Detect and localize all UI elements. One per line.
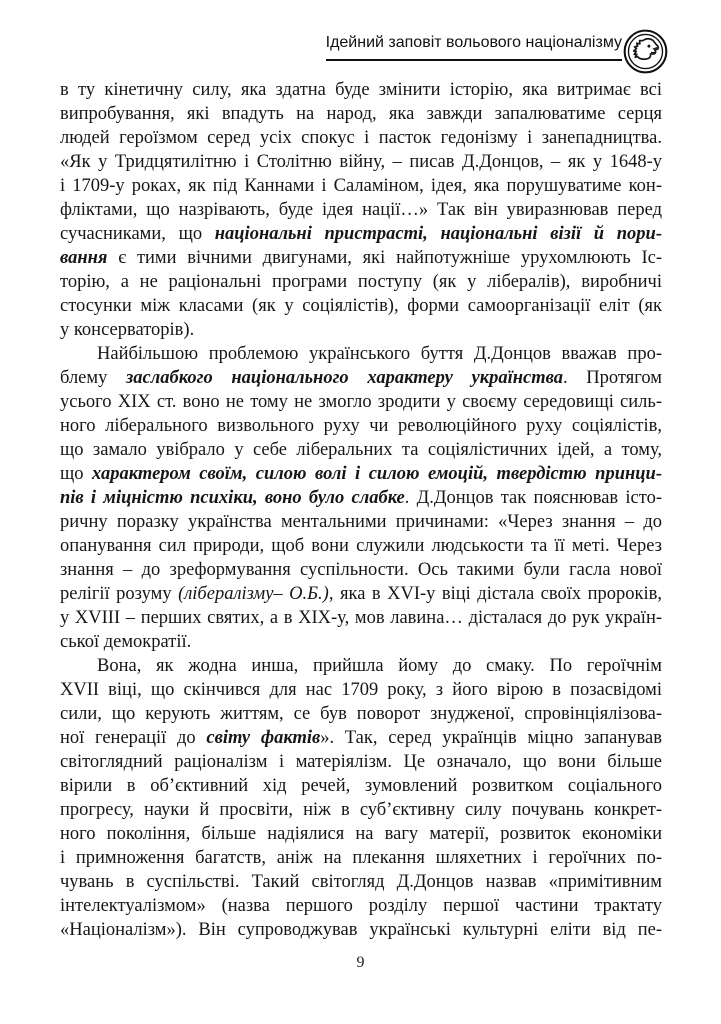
lion-head-seal-icon [622, 28, 669, 75]
text-run: ричну поразку українства ментальними причинами: «Через знання – до [60, 512, 662, 532]
text-run: . Протягом [562, 368, 662, 388]
text-line [60, 102, 662, 126]
text-run: ної генерації до [60, 728, 207, 748]
text-line [60, 654, 662, 678]
text-run: випробування, які впадуть на народ, яка завжди запалюватиме серця [60, 104, 662, 124]
text-line [60, 510, 662, 534]
text-line [60, 78, 662, 102]
text-run: ської демократії. [60, 632, 192, 652]
paragraph [60, 654, 662, 942]
text-run: торію, а не раціональні програми поступу (як у лібералів), виробничі [60, 272, 662, 292]
text-run: є тими вічними двигунами, які найпотужніше урухомлюють Іс- [107, 248, 662, 268]
text-line [60, 894, 662, 918]
text-run: національні пристрасті, національні візії й пори- [214, 224, 662, 244]
text-line [60, 846, 662, 870]
text-run: «Як у Тридцятилітню і Столітню війну, – писав Д.Донцов, – як у 1648-у [60, 152, 662, 172]
text-line [60, 414, 662, 438]
text-line [60, 558, 662, 582]
paragraph [60, 342, 662, 654]
text-line [60, 582, 662, 606]
text-run: Найбільшою проблемою українського буття Д.Донцов вважав про- [97, 344, 662, 364]
text-run: сили, що керують життям, се був поворот знудженої, спровінціялізова- [60, 704, 662, 724]
paragraph [60, 78, 662, 342]
text-run: що замало увібрало у себе ліберальних та соціялістичних ідей, а тому, [60, 440, 662, 460]
text-line [60, 534, 662, 558]
text-line [60, 270, 662, 294]
text-line [60, 630, 662, 654]
text-line [60, 366, 662, 390]
text-run: «Націоналізм»). Він супроводжував українські культурні еліти від пе- [60, 920, 662, 940]
text-run: Вона, як жодна инша, прийшла йому до смаку. По героїчнім [97, 656, 662, 676]
text-run: світоглядний раціоналізм і матеріялізм. Це означало, що вони більше [60, 752, 662, 772]
text-run: і примноження багатств, аніж на плекання шляхетних і героїчних по- [60, 848, 662, 868]
text-line [60, 822, 662, 846]
text-run: вання [60, 248, 108, 268]
text-line [60, 678, 662, 702]
text-run: XVII віці, що скінчився для нас 1709 року, з його вірою в позасвідомі [60, 680, 662, 700]
text-run: вірили в об’єктивний хід речей, зумовлений розвитком соціального [60, 776, 662, 796]
text-line [60, 198, 662, 222]
text-run: що [60, 464, 93, 484]
text-line [60, 294, 662, 318]
text-run: пів і міцністю психіки, воно було слабке [60, 488, 405, 508]
text-run: знання – до зреформування суспільности. Ось такими були гасла нової [60, 560, 662, 580]
text-line [60, 606, 662, 630]
text-run: ». Так, серед українців міцно запанував [320, 728, 662, 748]
text-run: , яка в XVI-у віці дістала своїх пророків, [328, 584, 662, 604]
text-run: сучасниками, що [60, 224, 215, 244]
text-line [60, 438, 662, 462]
text-run: чувань в суспільстві. Такий світогляд Д.Донцов назвав «примітивним [60, 872, 662, 892]
text-line [60, 918, 662, 942]
text-line [60, 702, 662, 726]
running-header-title: Ідейний заповіт вольового націоналізму [326, 34, 622, 61]
text-line [60, 774, 662, 798]
text-run: (лібералізму– О.Б.) [178, 584, 329, 604]
text-run: блему [60, 368, 127, 388]
text-line [60, 150, 662, 174]
text-line [60, 222, 662, 246]
text-line [60, 342, 662, 366]
text-run: у XVIII – перших святих, а в XIX-у, мов лавина… дісталася до рук україн- [60, 608, 662, 628]
text-line [60, 462, 662, 486]
text-body [60, 78, 662, 942]
text-line [60, 486, 662, 510]
text-run: людей героїзмом серед усіх спокус і пасток гедонізму і занепадництва. [60, 128, 662, 148]
text-line [60, 726, 662, 750]
text-line [60, 750, 662, 774]
text-run: релігії розуму [60, 584, 179, 604]
text-run: заслабкого національного характеру українства [126, 368, 563, 388]
text-run: характером своїм, силою волі і силою емоцій, твердістю принци- [92, 464, 662, 484]
text-line [60, 126, 662, 150]
text-run: опанування сил природи, щоб вони служили людськости та її меті. Через [60, 536, 662, 556]
text-run: і 1709-у роках, як під Каннами і Саламіном, ідея, яка порушуватиме кон- [60, 176, 662, 196]
page-number: 9 [356, 954, 365, 971]
text-line [60, 174, 662, 198]
text-line [60, 246, 662, 270]
text-run: прогресу, науки й просвіти, ніж в суб’єктивну силу почувань конкрет- [60, 800, 662, 820]
text-run: інтелектуалізмом» (назва першого розділу першої частини трактату [60, 896, 662, 916]
text-run: . Д.Донцов так пояснював істо- [404, 488, 662, 508]
text-line [60, 798, 662, 822]
text-run: ного покоління, більше надіялися на вагу матерії, розвиток економіки [60, 824, 662, 844]
text-run: світу фактів [206, 728, 321, 748]
text-run: ного ліберального визвольного руху чи революційного руху соціялістів, [60, 416, 662, 436]
text-line [60, 390, 662, 414]
text-run: усього XIX ст. воно не тому не змогло зродити у своєму середовищі силь- [60, 392, 662, 412]
text-run: фліктами, що назрівають, буде ідея нації…» Так він увиразнював перед [60, 200, 662, 220]
text-line [60, 870, 662, 894]
text-run: у консерваторів). [60, 320, 195, 340]
text-run: стосунки між класами (як у соціялістів), форми самоорганізації еліт (як [60, 296, 662, 316]
text-line [60, 318, 662, 342]
text-run: в ту кінетичну силу, яка здатна буде змінити історію, яка витримає всі [60, 80, 662, 100]
